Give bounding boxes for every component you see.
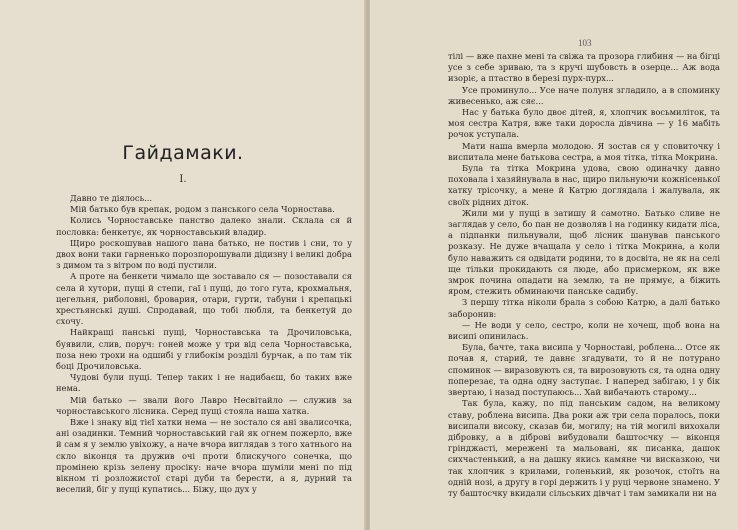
- paragraph: Мій батько був крепак, родом з панського села Чорностава.: [70, 204, 335, 215]
- chapter-number: I.: [179, 174, 187, 185]
- paragraph: Мій батько — звали його Лавро Несвітайло — служив за чорноставського лісника. Серед пущі стояла наша хатка.: [56, 394, 352, 416]
- paragraph: — Не води у село, сестро, коли не хочеш, щоб вона на висипі опинилась.: [448, 319, 720, 342]
- paragraph: Колись Чорноставське панство далеко знали. Склала ся й пословка: бенкетує, як чорноставський владир.: [56, 215, 352, 237]
- paragraph: Давно те діялось...: [70, 193, 153, 203]
- paragraph: Жили ми у пущі в затишу й самотно. Батько сливе не заглядав у село, бо пан не дозволяв і на годинку кидати ліса, а підпанки пильнували, щоб лісник шанував панського розказу. Не дуже вчащала у село і тітка Мокрина, а коли було наважить ся одвідати родини, то в досвіта, не як на селі ще тільки прокидають ся люде, або присмерком, як вже змрок почина опадати на землю, та не прямує, а біжить яром, стежить обминаючи панське садибу.: [448, 207, 720, 297]
- paragraph: Чудові були пущі. Тепер таких і не надибаєш, бо таких вже нема.: [56, 372, 352, 394]
- paragraph: Мати наша вмерла молодою. Я зостав ся у сповиточку і виспитала мене батькова сестра, а моя тітка, тітка Мокрина.: [448, 140, 720, 162]
- chapter-title: Гайдамаки.: [122, 142, 244, 164]
- paragraph: Найкращі панські пущі, Чорноставська та Дрочиловська, буявили, слив, поруч: гоней може у три від села Чорноставська, поза нею трохи на одшибі у глибокім розділі бурчак, а по там тік боці Дрочиловська.: [56, 327, 352, 372]
- paragraph: Була та тітка Мокрина удова, свою одиначку давно поховала і хазяйнувала в нас, щиро пильнуючи кожнісенької хатку трісочку, а мене й Катрю доглядала і жалувала, як своїх рідних діток.: [448, 163, 720, 207]
- right-page: [370, 0, 738, 530]
- paragraph: Нас у батька було двоє дітей, я, хлопчик восьмиліток, та моя сестра Катря, вже таки доросла дівчина — у 16 мабіть рочок уступала.: [448, 107, 720, 140]
- page-number: 103: [578, 38, 592, 48]
- paragraph: А проте на бенкети чимало ще зоставало ся — позоставали ся села й хутори, пущі й степи, гаї і пущі, до того гута, крохмальня, цегельня, риболовні, бровария, отари, гурти, табуни і крепацькі хрестьянські душі. Спродавай, що тобі любля, та бенкетуй до схочу.: [56, 271, 352, 327]
- paragraph: Так була, кажу, по під панським садом, на великому ставу, роблена висипа. Два роки аж три села поралось, поки висипали високу, сказав би, могилу; на тій могилі вихохали дібровку, а в діброві вибудовали баштосчку — віконця грінджасті, мережені та мальовані, як писанка, дашок сихчастенький, а на дашку якись камяне чи висказкою, чи так хлопчик з крилами, голенький, як розочок, стоїть на одній нозі, а другу в горі держить і у руці червоне знамено. У ту баштосчку вкидали сільських дівчат і там замикали ни на: [448, 398, 720, 498]
- left-page-text: [56, 193, 352, 495]
- paragraph: Була, бачте, така висипа у Чорноставі, роблена... Отсе як почав я, старий, те давнє згадувати, то й не потурано споминок — виразовують ся, та вирозовують ся, та одна одну поперезає, та одна одну заступає. І наперед забігаю, і у бік звертаю, і назад поступаюсь... Хай вибачають старому...: [448, 342, 720, 398]
- paragraph: Усе проминуло... Усе наче полуня згладило, а в споминку живесенько, аж сяє...: [448, 84, 720, 106]
- paragraph: тілі — вже пахне мені та свіжа та прозора глибиня — на бігці усе з себе зриваю, та з кручі шубовсть в озерце... Аж вода изоріє, а птаство в березі пурх-пурх...: [448, 51, 720, 84]
- right-page-text: [448, 51, 720, 499]
- paragraph: Щиро роскошував нашого пана батько, не постив і сни, то у двох вони таки гарненько порозпорошували дідизну і великі добра з димом та з вітром по воді пустили.: [56, 237, 352, 271]
- paragraph: Вже і знаку від тієї хатки нема — не зостало ся ані звалисочка, ані озадинки. Темний чорноставський гай як огнем пожерло, вже й сам я у землю увіхожу, а наче вчора виглядав з того хатнього на скло віконця та дружив очі проти блискучого сонечка, що промінею крізь зелену просіку: наче вчора шуміли мені по під вікном ті розложистої старі дуби та берести, а я, дурний та веселий, біг у пущі купатись... Біжу, що дух у: [56, 417, 352, 495]
- paragraph: З першу тітка ніколи брала з собою Катрю, а далі батько заборонив:: [448, 297, 720, 319]
- left-page: [0, 0, 366, 530]
